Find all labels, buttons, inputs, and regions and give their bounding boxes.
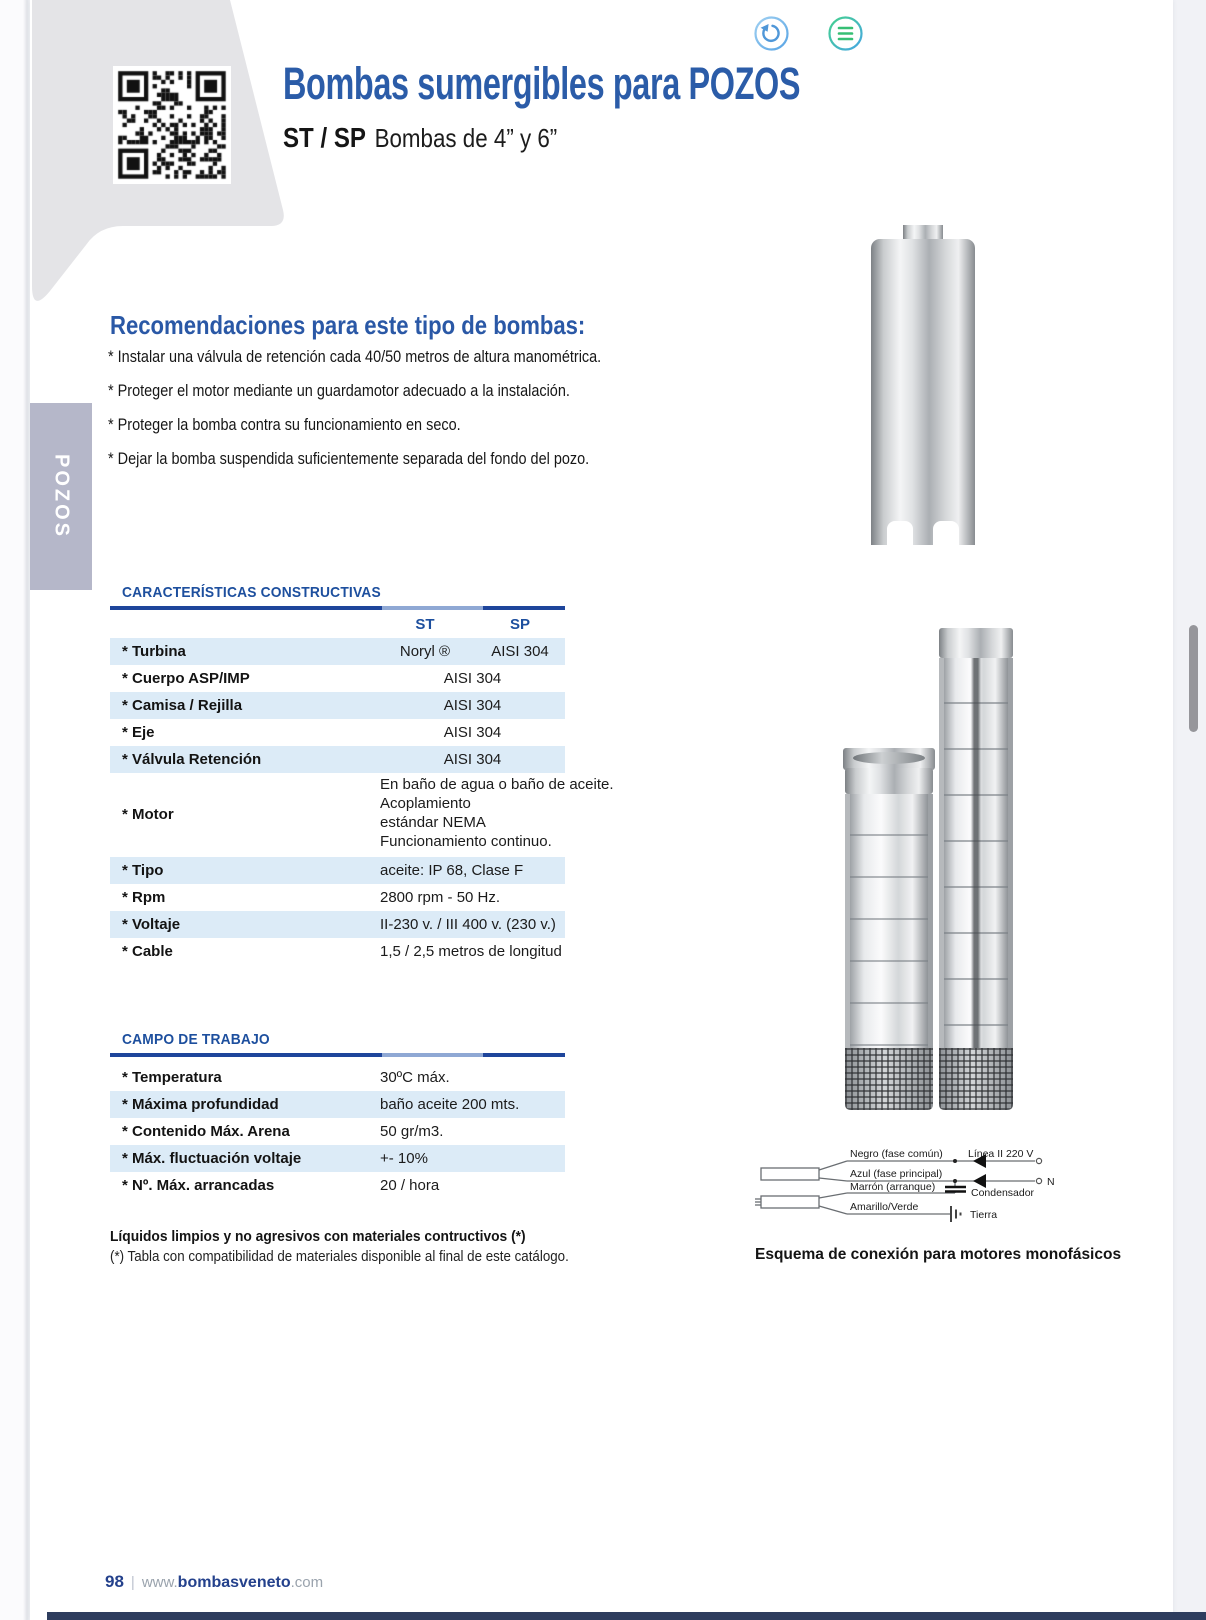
row-value: 1,5 / 2,5 metros de longitud (380, 943, 562, 960)
page-footer (105, 1572, 323, 1592)
row-label: * Cable (122, 943, 173, 960)
recommendation-item: * Instalar una válvula de retención cada 40/50 metros de altura manométrica. (108, 347, 602, 366)
wire-label-marron: Marrón (arranque) (850, 1181, 936, 1193)
table-row (110, 1064, 565, 1091)
row-label: * Rpm (122, 889, 166, 906)
row-value: baño aceite 200 mts. (380, 1096, 520, 1113)
junction-dot (953, 1159, 957, 1163)
row-value: AISI 304 (443, 697, 502, 714)
pump-stage-cage (939, 658, 1013, 1048)
row-label: * Eje (122, 724, 155, 741)
pump-suction-mesh (845, 1048, 933, 1110)
liquids-note-detail: (*) Tabla con compatibilidad de materiales disponible al final de este catálogo. (110, 1249, 569, 1265)
recommendation-item: * Dejar la bomba suspendida suficientemente separada del fondo del pozo. (108, 449, 590, 468)
row-value: AISI 304 (443, 724, 502, 741)
liquids-note: Líquidos limpios y no agresivos con materiales contructivos (*) (110, 1228, 526, 1245)
hamburger-menu-icon (827, 15, 864, 52)
table-row (110, 692, 565, 719)
scrollbar-thumb[interactable] (1189, 625, 1198, 732)
table-row (110, 638, 565, 665)
sidebar-tab-pozos (30, 403, 92, 590)
recommendation-item: * Proteger el motor mediante un guardamotor adecuado a la instalación. (108, 381, 570, 400)
wire-label-amarillo: Amarillo/Verde (850, 1201, 919, 1213)
column-header-st: ST (415, 616, 435, 633)
catalog-page (30, 0, 1173, 1620)
table-row (110, 911, 565, 938)
pump-cap-ring (853, 752, 925, 764)
motor-cable (755, 1161, 847, 1214)
recommendation-item: * Proteger la bomba contra su funcionamiento en seco. (108, 415, 461, 434)
row-value-st: Noryl ® (399, 643, 451, 660)
row-value: 20 / hora (380, 1177, 440, 1194)
pump-cap (939, 628, 1013, 658)
row-value: aceite: IP 68, Clase F (380, 862, 524, 879)
pump-suction-mesh (939, 1048, 1013, 1110)
row-label: * Máxima profundidad (122, 1096, 279, 1113)
subtitle-text: Bombas de 4” y 6” (374, 123, 558, 153)
table-row (110, 1118, 565, 1145)
pump-body (871, 257, 975, 513)
qr-code (113, 66, 231, 184)
table-row (110, 884, 565, 911)
footer-url-tld: .com (290, 1574, 324, 1591)
wire-label-azul: Azul (fase principal) (850, 1168, 943, 1180)
table-row (110, 719, 565, 746)
row-label: * Nº. Máx. arrancadas (122, 1177, 275, 1194)
table-row (110, 857, 565, 884)
ground-symbol (951, 1206, 961, 1222)
row-value: AISI 304 (443, 670, 502, 687)
table-row (110, 1145, 565, 1172)
pump-shoulder (871, 239, 975, 259)
pump-photo-tall (937, 628, 1015, 1110)
row-label: * Camisa / Rejilla (122, 697, 243, 714)
page-number: 98 (105, 1572, 124, 1591)
row-label: * Turbina (122, 643, 186, 660)
page-subtitle (283, 122, 557, 154)
row-value: II-230 v. / III 400 v. (230 v.) (380, 916, 556, 933)
table-header-rule (110, 606, 565, 610)
terminal-label-tierra: Tierra (970, 1209, 998, 1221)
work-range-heading: CAMPO DE TRABAJO (122, 1031, 270, 1048)
pump-foot-cutout (933, 521, 959, 545)
terminal-circle (1036, 1178, 1041, 1183)
terminal-label-condensador: Condensador (971, 1187, 1035, 1199)
junction-dot (953, 1179, 957, 1183)
row-label: * Motor (122, 806, 174, 823)
row-label: * Voltaje (122, 916, 181, 933)
row-label: * Cuerpo ASP/IMP (122, 670, 250, 687)
row-value: AISI 304 (443, 751, 502, 768)
footer-separator: | (130, 1574, 135, 1591)
undo-button[interactable] (753, 15, 790, 52)
table-row (110, 746, 565, 773)
row-value-sp: AISI 304 (491, 643, 549, 660)
phase-arrow (973, 1174, 986, 1188)
row-label: * Contenido Máx. Arena (122, 1123, 290, 1140)
table-header-rule (110, 1053, 565, 1057)
row-value-line: estándar NEMA (380, 814, 486, 831)
pump-photo-single (865, 225, 981, 545)
row-label: * Máx. fluctuación voltaje (122, 1150, 302, 1167)
row-label: * Tipo (122, 862, 164, 879)
recommendations-heading: Recomendaciones para este tipo de bombas: (110, 310, 586, 340)
terminal-label-n: N (1047, 1176, 1055, 1188)
row-label: * Válvula Retención (122, 751, 262, 768)
row-value: 30ºC máx. (380, 1069, 450, 1086)
table-row (110, 665, 565, 692)
row-label: * Temperatura (122, 1069, 222, 1086)
terminal-circle (1036, 1158, 1041, 1163)
pump-photo-short (843, 748, 935, 1110)
column-header-sp: SP (509, 616, 530, 633)
table-row (110, 938, 565, 965)
wiring-diagram (755, 1138, 1085, 1238)
page-left-edge (0, 0, 30, 1620)
sidebar-tab-label: POZOS (50, 453, 73, 539)
footer-url-domain: bombasveneto (177, 1574, 291, 1591)
footer-url-www: www. (141, 1574, 178, 1591)
pump-stage-cage (845, 794, 933, 1048)
page-title: Bombas sumergibles para POZOS (283, 58, 801, 109)
diagram-caption: Esquema de conexión para motores monofásicos (755, 1246, 1122, 1263)
pump-foot-cutout (887, 521, 913, 545)
row-value: 2800 rpm - 50 Hz. (380, 889, 501, 906)
menu-button[interactable] (827, 15, 864, 52)
model-codes: ST / SP (283, 122, 366, 153)
terminal-label-linea: Línea II 220 V (968, 1148, 1034, 1160)
row-value-line: Funcionamiento continuo. (380, 833, 552, 850)
row-value-line: En baño de agua o baño de aceite. (380, 776, 614, 793)
pump-foot (871, 513, 975, 545)
row-value: +- 10% (380, 1150, 428, 1167)
next-page-edge (47, 1612, 1206, 1620)
undo-icon (753, 15, 790, 52)
characteristics-heading: CARACTERÍSTICAS CONSTRUCTIVAS (122, 584, 381, 601)
table-row (110, 1091, 565, 1118)
table-row (110, 1172, 565, 1199)
capacitor-symbol (945, 1187, 966, 1192)
wire-label-negro: Negro (fase común) (850, 1148, 943, 1160)
row-value-line: Acoplamiento (380, 795, 471, 812)
pump-collar (845, 768, 933, 794)
row-value: 50 gr/m3. (380, 1123, 444, 1140)
table-row (110, 773, 614, 857)
